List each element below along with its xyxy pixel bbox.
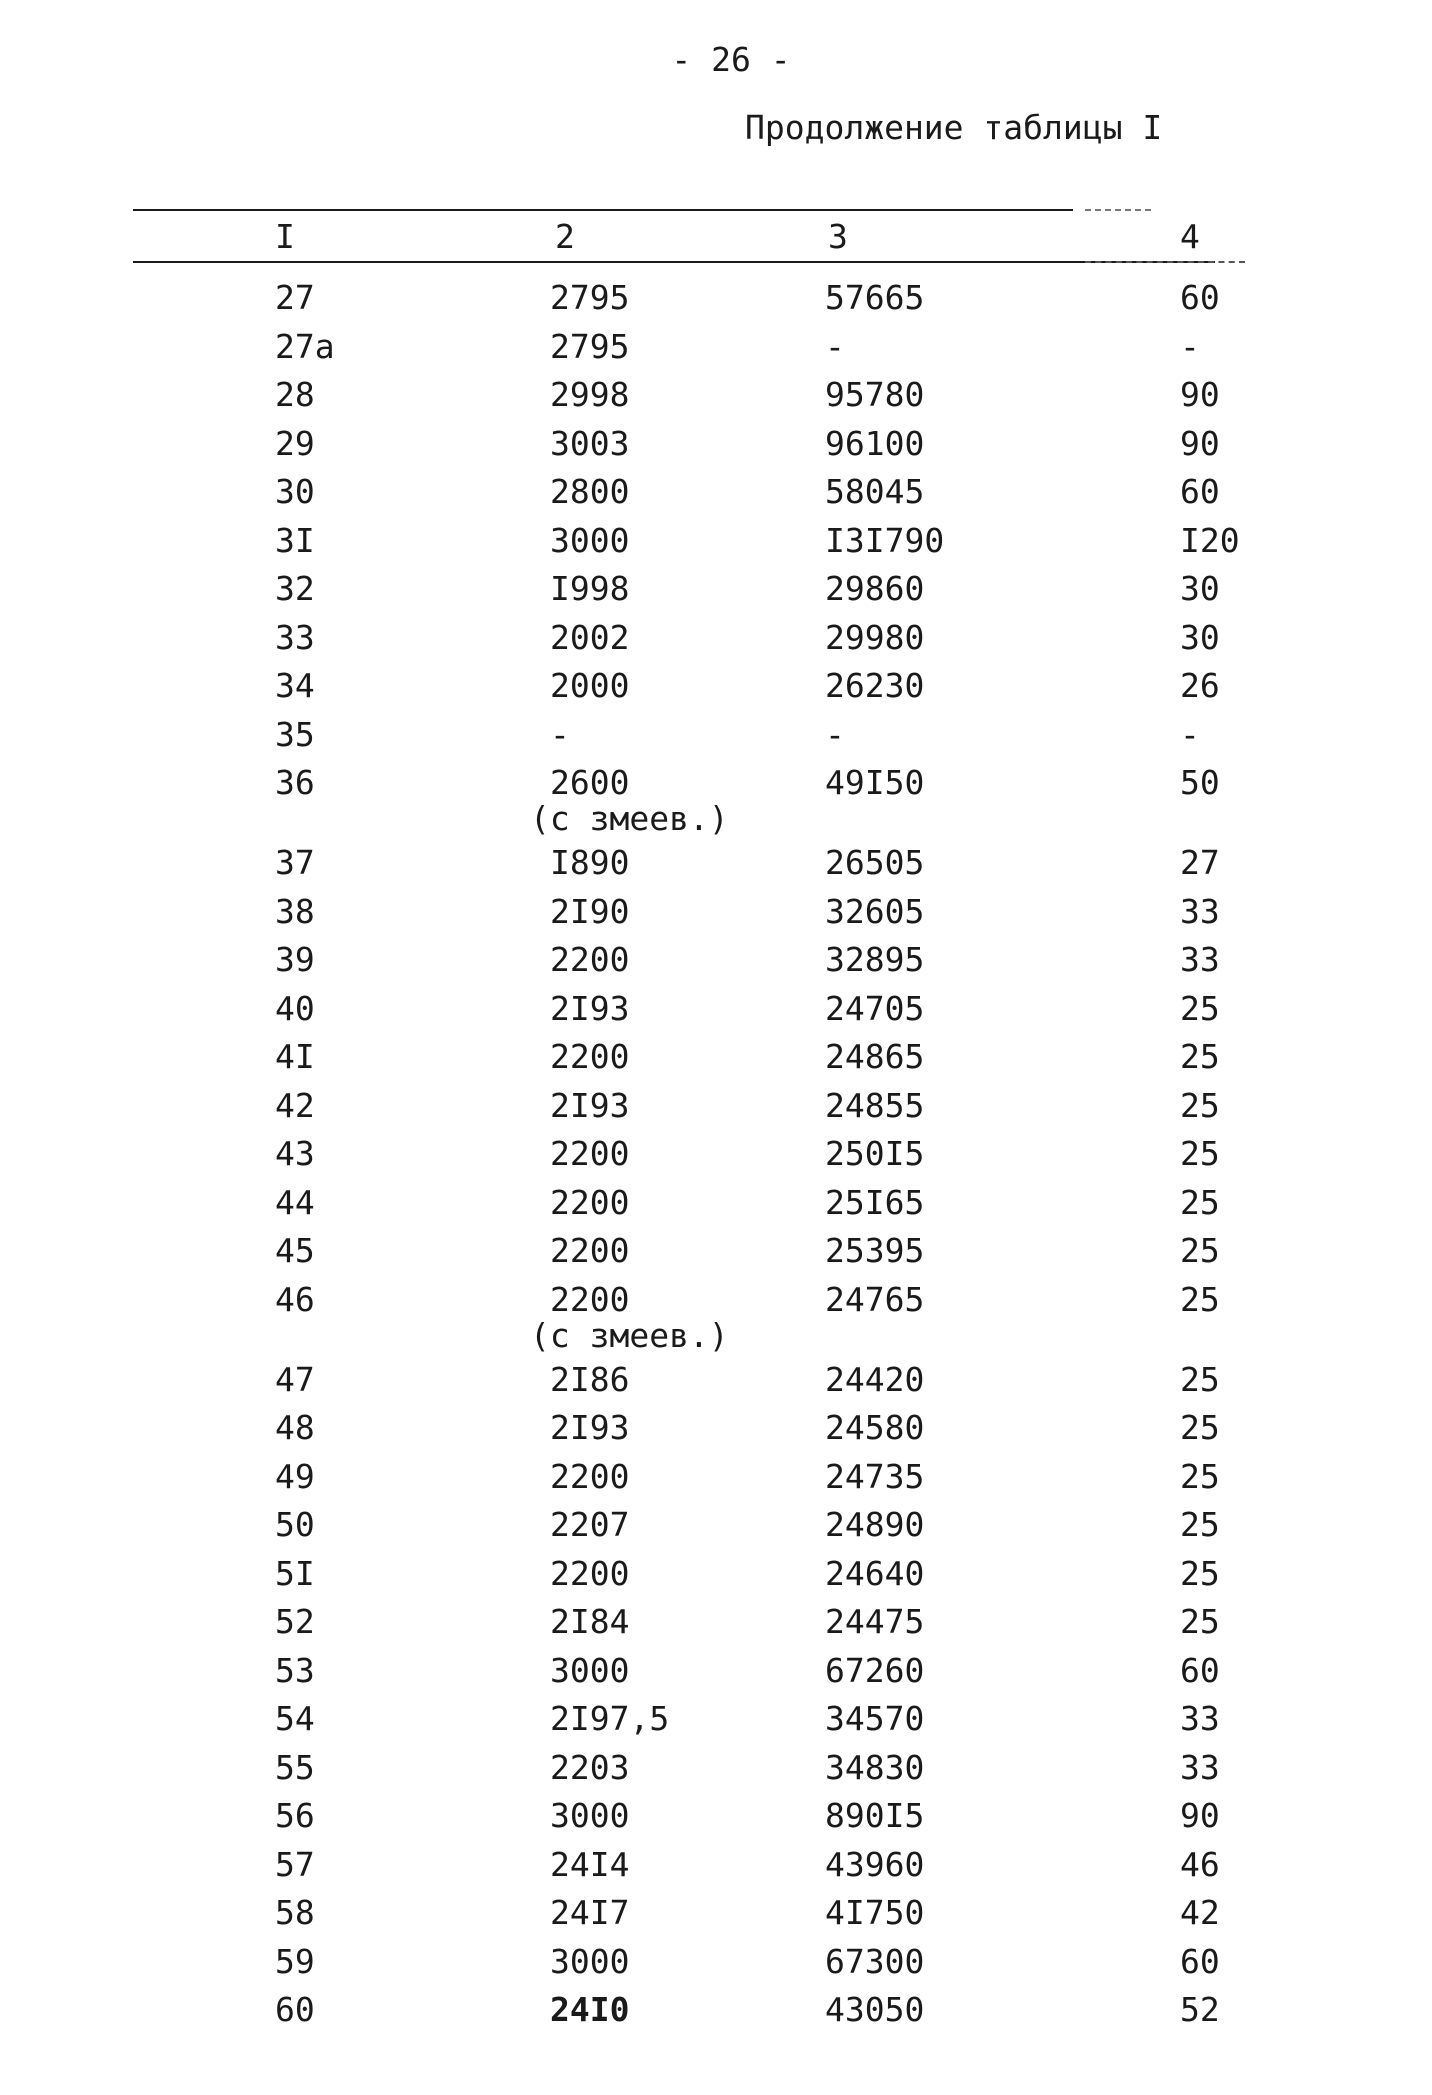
table-cell-col-4: 25 [1180,1231,1220,1270]
table-cell-col-4: 33 [1180,1747,1220,1787]
table-cell-col-1: 49 [275,1456,315,1496]
table-cell-col-3: 24420 [825,1359,925,1399]
table-cell-col-4: 25 [1180,1505,1220,1544]
table-row [0,521,1432,570]
table-cell-col-3: 26230 [825,666,925,705]
table-header-rule [133,261,1215,263]
table-cell-col-3: 24640 [825,1553,925,1593]
table-row [0,1183,1432,1232]
table-cell-col-3: 4I750 [825,1893,925,1932]
table-row [0,892,1432,941]
table-cell-col-2: 2200 [550,1134,630,1173]
table-cell-col-3: 25395 [825,1231,925,1270]
table-cell-col-3: 890I5 [825,1796,925,1835]
table-cell-col-2: 2200 [550,1553,630,1593]
table-cell-col-1: 48 [275,1408,315,1447]
table-row [0,1231,1432,1280]
table-cell-col-3: 24705 [825,988,925,1028]
table-cell-col-2: 24I7 [550,1893,630,1932]
table-cell-col-2: 2200 [550,1182,630,1222]
table-cell-col-2: I890 [550,843,630,882]
table-row [0,666,1432,715]
table-cell-col-4: 25 [1180,988,1220,1028]
table-cell-col-2: - [550,714,570,754]
table-cell-col-2: 2I90 [550,891,630,931]
table-cell-col-4: 25 [1180,1085,1220,1125]
table-cell-col-2: 2795 [550,326,630,366]
table-cell-col-2: 2203 [550,1747,630,1787]
table-cell-col-4: 25 [1180,1134,1220,1173]
table-cell-col-4: 33 [1180,940,1220,979]
table-cell-col-4: 25 [1180,1037,1220,1076]
table-row [0,1893,1432,1942]
column-header-3: 3 [828,217,848,256]
table-cell-col-3: 24890 [825,1505,925,1544]
table-cell-col-2: 3000 [550,1650,630,1690]
table-cell-col-1: 37 [275,843,315,882]
table-cell-col-2: 2207 [550,1505,630,1544]
table-cell-col-1: 53 [275,1650,315,1690]
table-cell-col-3: 24475 [825,1602,925,1641]
table-cell-col-4: 52 [1180,1990,1220,2029]
table-cell-col-1: 59 [275,1941,315,1981]
table-cell-col-3: 67300 [825,1941,925,1981]
table-cell-col-4: 33 [1180,1699,1220,1738]
table-cell-col-3: I3I790 [825,520,945,560]
table-top-rule [133,209,1073,211]
table-cell-col-4: 90 [1180,1796,1220,1835]
table-cell-col-4: 26 [1180,666,1220,705]
row-note: (с змеев.) [530,799,729,838]
table-row [0,375,1432,424]
table-cell-col-2: 2200 [550,1279,630,1319]
table-row [0,1360,1432,1409]
table-cell-col-1: 47 [275,1359,315,1399]
table-cell-col-3: 25I65 [825,1182,925,1222]
table-cell-col-2: 2600 [550,763,630,802]
table-cell-col-2: 2800 [550,472,630,511]
table-cell-col-4: I20 [1180,520,1240,560]
table-cell-col-2: 2I93 [550,1085,630,1125]
table-cell-col-4: 25 [1180,1182,1220,1222]
table-cell-col-4: 42 [1180,1893,1220,1932]
table-row [0,1942,1432,1991]
table-cell-col-4: 25 [1180,1456,1220,1496]
table-cell-col-2: 2I93 [550,1408,630,1447]
table-cell-col-4: 25 [1180,1408,1220,1447]
row-note: (с змеев.) [530,1315,729,1355]
table-cell-col-2: 3000 [550,1941,630,1981]
table-cell-col-3: 67260 [825,1650,925,1690]
table-cell-col-2: I998 [550,569,630,608]
page-number: - 26 - [671,40,791,79]
table-cell-col-1: 29 [275,423,315,463]
table-cell-col-1: 42 [275,1085,315,1125]
table-cell-col-4: 60 [1180,472,1220,511]
table-cell-col-1: 54 [275,1699,315,1738]
table-cell-col-1: 43 [275,1134,315,1173]
table-cell-col-3: 57665 [825,278,925,317]
table-cell-col-1: 40 [275,988,315,1028]
table-cell-col-2: 2000 [550,666,630,705]
table-cell-col-1: 52 [275,1602,315,1641]
table-cell-col-1: 30 [275,472,315,511]
table-cell-col-4: 25 [1180,1359,1220,1399]
table-row [0,1796,1432,1845]
table-cell-col-2: 2002 [550,617,630,657]
table-cell-col-2: 2I93 [550,988,630,1028]
table-row [0,940,1432,989]
table-cell-col-4: 90 [1180,375,1220,414]
table-cell-col-1: 5I [275,1553,315,1593]
table-cell-col-2: 2998 [550,375,630,414]
table-cell-col-3: 43050 [825,1990,925,2029]
table-header-row [0,217,1432,257]
table-cell-col-3: 43960 [825,1844,925,1884]
table-row [0,989,1432,1038]
table-row [0,715,1432,764]
column-header-4: 4 [1180,217,1200,256]
table-cell-col-1: 4I [275,1037,315,1076]
table-row [0,569,1432,618]
table-cell-col-1: 3I [275,520,315,560]
table-cell-col-1: 36 [275,763,315,802]
table-row [0,1554,1432,1603]
table-cell-col-3: 250I5 [825,1134,925,1173]
table-cell-col-4: 90 [1180,423,1220,463]
table-cell-col-1: 27a [275,326,335,366]
table-row [0,424,1432,473]
table-cell-col-3: 49I50 [825,763,925,802]
table-cell-col-3: 24765 [825,1279,925,1319]
table-body [0,278,1432,2039]
table-row [0,278,1432,327]
table-cell-col-2: 2I97,5 [550,1699,670,1738]
table-header-rule-dashed [1085,261,1245,263]
table-row [0,1990,1432,2039]
table-cell-col-2: 3000 [550,520,630,560]
table-cell-col-3: 24865 [825,1037,925,1076]
table-cell-col-1: 39 [275,940,315,979]
table-cell-col-4: 60 [1180,1650,1220,1690]
table-cell-col-4: 25 [1180,1602,1220,1641]
table-cell-col-3: 34570 [825,1699,925,1738]
table-row [0,1134,1432,1183]
table-cell-col-3: 34830 [825,1747,925,1787]
table-cell-col-4: 30 [1180,617,1220,657]
table-cell-col-3: - [825,326,845,366]
table-cell-col-1: 44 [275,1182,315,1222]
table-cell-col-4: 33 [1180,891,1220,931]
table-cell-col-3: 24580 [825,1408,925,1447]
table-cell-col-2: 2I84 [550,1602,630,1641]
table-cell-col-2: 3003 [550,423,630,463]
table-row [0,1748,1432,1797]
table-cell-col-4: - [1180,714,1200,754]
table-cell-col-2: 24I0 [550,1990,630,2029]
table-cell-col-2: 2200 [550,1456,630,1496]
table-cell-col-3: 96100 [825,423,925,463]
table-cell-col-2: 3000 [550,1796,630,1835]
table-cell-col-4: 60 [1180,278,1220,317]
table-cell-col-4: 60 [1180,1941,1220,1981]
table-cell-col-3: 24735 [825,1456,925,1496]
table-cell-col-2: 2200 [550,1231,630,1270]
table-cell-col-4: 46 [1180,1844,1220,1884]
table-cell-col-4: 25 [1180,1279,1220,1319]
table-continuation-title: Продолжение таблицы I [745,108,1163,147]
table-cell-col-1: 45 [275,1231,315,1270]
table-cell-col-4: 50 [1180,763,1220,802]
table-row [0,1505,1432,1554]
table-cell-col-1: 27 [275,278,315,317]
table-cell-col-1: 35 [275,714,315,754]
table-row [0,1086,1432,1135]
table-cell-col-3: 29980 [825,617,925,657]
table-row [0,1037,1432,1086]
column-header-2: 2 [555,217,575,256]
table-cell-col-1: 56 [275,1796,315,1835]
table-cell-col-4: - [1180,326,1200,366]
table-row [0,1280,1432,1360]
table-cell-col-2: 2200 [550,1037,630,1076]
table-cell-col-3: 95780 [825,375,925,414]
table-cell-col-3: 24855 [825,1085,925,1125]
table-cell-col-2: 24I4 [550,1844,630,1884]
table-cell-col-3: 32895 [825,940,925,979]
table-cell-col-2: 2200 [550,940,630,979]
table-top-rule-dashed [1085,209,1151,211]
table-cell-col-1: 38 [275,891,315,931]
table-cell-col-2: 2795 [550,278,630,317]
table-cell-col-1: 55 [275,1747,315,1787]
table-row [0,327,1432,376]
table-cell-col-1: 58 [275,1893,315,1932]
table-row [0,1845,1432,1894]
table-row [0,843,1432,892]
table-cell-col-3: 58045 [825,472,925,511]
table-row [0,1651,1432,1700]
table-row [0,1457,1432,1506]
table-cell-col-4: 27 [1180,843,1220,882]
column-header-1: I [275,217,295,256]
table-row [0,618,1432,667]
table-cell-col-3: 32605 [825,891,925,931]
table-cell-col-1: 28 [275,375,315,414]
table-cell-col-2: 2I86 [550,1359,630,1399]
table-cell-col-3: - [825,714,845,754]
table-cell-col-1: 50 [275,1505,315,1544]
table-row [0,1408,1432,1457]
table-cell-col-4: 25 [1180,1553,1220,1593]
table-row [0,1699,1432,1748]
table-cell-col-3: 26505 [825,843,925,882]
table-row [0,1602,1432,1651]
table-cell-col-1: 33 [275,617,315,657]
table-row [0,763,1432,843]
table-cell-col-1: 60 [275,1990,315,2029]
table-cell-col-1: 34 [275,666,315,705]
table-cell-col-1: 46 [275,1279,315,1319]
table-row [0,472,1432,521]
table-cell-col-1: 32 [275,569,315,608]
table-cell-col-3: 29860 [825,569,925,608]
table-cell-col-4: 30 [1180,569,1220,608]
table-cell-col-1: 57 [275,1844,315,1884]
